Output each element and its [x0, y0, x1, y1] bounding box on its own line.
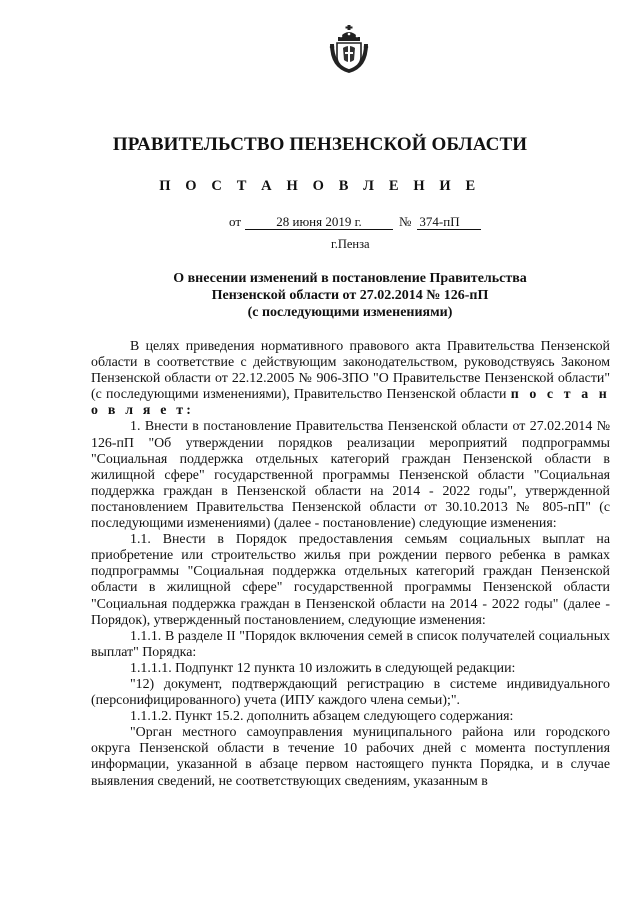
city-name: г.Пенза	[331, 237, 370, 251]
subject-line: О внесении изменений в постановление Правительства	[173, 271, 527, 286]
government-title: ПРАВИТЕЛЬСТВО ПЕНЗЕНСКОЙ ОБЛАСТИ	[112, 134, 528, 155]
body-paragraph: 1.1.1. В разделе II "Порядок включения семей в список получателей социальных выплат" Порядка:	[91, 628, 610, 660]
body-paragraph: "Орган местного самоуправления муниципального района или городского округа Пензенской области в течение 10 рабочих дней с момента поступления информации, указанной в абзаце первом настоящего пункта Порядка, и в случае выявления сведений, не соответствующих сведениям, указанным в	[91, 725, 610, 789]
number-label: №	[399, 214, 412, 229]
body-paragraph: 1.1.1.2. Пункт 15.2. дополнить абзацем следующего содержания:	[130, 709, 514, 725]
subject-line: Пензенской области от 27.02.2014 № 126-пП	[211, 288, 489, 303]
preamble-text: В целях приведения нормативного правового акта Правительства Пензенской области в соответствие с действующим законодательством, руководствуясь Законом Пензенской области от 22.12.2005 № 906-ЗПО "О Правительстве Пензенской области" (с последующими изменениями), Правительство Пензенской области	[91, 339, 610, 403]
subject-line: (с последующими изменениями)	[247, 305, 453, 320]
body-paragraph: "12) документ, подтверждающий регистрацию в системе индивидуального (персонифицированного) учета (ИПУ каждого члена семьи);".	[91, 676, 610, 709]
body-paragraph: 1.1.1.1. Подпункт 12 пункта 10 изложить в следующей редакции:	[130, 660, 516, 676]
document-date: 28 июня 2019 г.	[245, 214, 393, 230]
coat-of-arms-emblem	[327, 24, 371, 74]
date-number-line	[229, 214, 481, 230]
body-paragraph	[91, 339, 610, 419]
body-paragraph: 1.1. Внести в Порядок предоставления семьям социальных выплат на приобретение или строительство жилья при рождении первого ребенка в рамках подпрограммы "Социальная поддержка отдельных категорий граждан Пензенской области в жилищной сфере" государственной программы Пензенской области "Социальная поддержка граждан в Пензенской области на 2014 - 2022 годы" (далее - Порядок), утвержденный постановлением, следующие изменения:	[91, 532, 610, 628]
document-type-heading: П О С Т А Н О В Л Е Н И Е	[159, 178, 481, 194]
document-body	[91, 339, 610, 790]
date-prefix: от	[229, 214, 242, 229]
document-number: 374-пП	[417, 214, 481, 230]
body-paragraph: 1. Внести в постановление Правительства Пензенской области от 27.02.2014 № 126-пП "Об утверждении порядков реализации мероприятий подпрограммы "Социальная поддержка отдельных категорий граждан Пензенской области в жилищной сфере" государственной программы Пензенской области "Социальная поддержка граждан в Пензенской области на 2014 - 2022 годы", утвержденной постановлением Правительства Пензенской области от 30.10.2013 № 805-пП" (с последующими изменениями) (далее - постановление) следующие изменения:	[91, 419, 610, 532]
resolves-keyword: п о с т а н о в л я е т:	[91, 387, 610, 419]
resolution-subject	[140, 270, 560, 321]
